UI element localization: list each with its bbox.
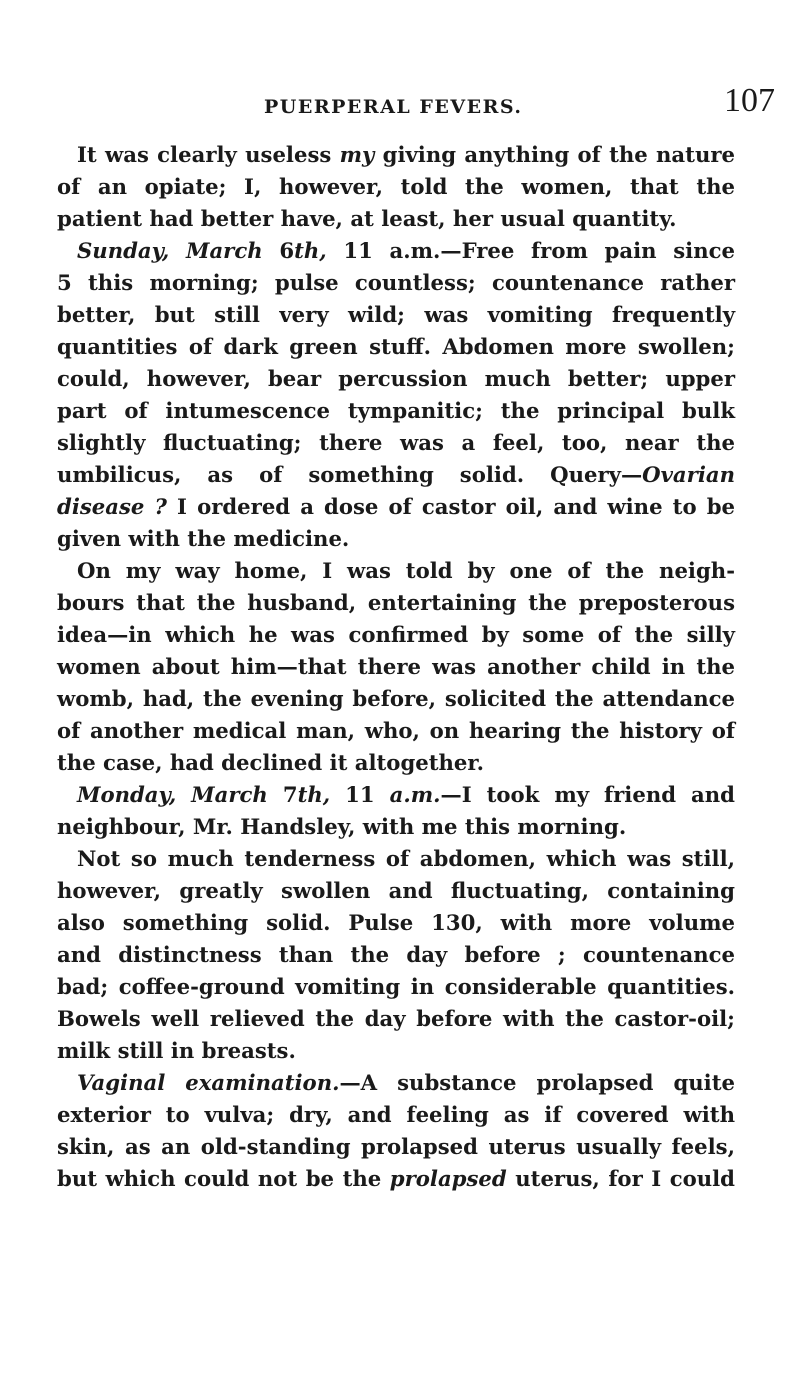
text-line [57, 459, 735, 491]
running-title: PUERPERAL FEVERS. [264, 96, 523, 118]
text-segment: I ordered a dose of castor oil, and wine to be [166, 494, 735, 519]
text-segment: however, greatly swollen and fluctuating, containing [57, 878, 735, 903]
italic-text: Sunday, March [77, 238, 280, 263]
text-segment: milk still in breasts. [57, 1038, 296, 1063]
text-line [57, 971, 735, 1003]
text-segment: 11 [330, 782, 390, 807]
text-segment: bad; coffee-ground vomiting in considerable quantities. [57, 974, 735, 999]
italic-text: Monday, March [77, 782, 283, 807]
text-segment: part of intumescence tympanitic; the principal bulk [57, 398, 735, 423]
text-segment: umbilicus, as of something solid. Query— [57, 462, 643, 487]
text-segment: —A substance prolapsed quite [339, 1070, 735, 1095]
text-segment: quantities of dark green stuff. Abdomen more swollen; [57, 334, 735, 359]
text-line [57, 523, 735, 555]
text-segment: womb, had, the evening before, solicited the attendance [57, 686, 735, 711]
text-segment: also something solid. Pulse 130, with more volume [57, 910, 735, 935]
text-line [57, 299, 735, 331]
text-segment: and distinctness than the day before ; countenance [57, 942, 735, 967]
text-segment: women about him—that there was another child in the [57, 654, 735, 679]
text-line [57, 1163, 735, 1195]
text-line [57, 619, 735, 651]
text-line [57, 779, 735, 811]
text-segment: patient had better have, at least, her usual quantity. [57, 206, 677, 231]
text-line [57, 939, 735, 971]
text-segment: 5 this morning; pulse countless; countenance rather [57, 270, 735, 295]
text-segment: of another medical man, who, on hearing the history of [57, 718, 735, 743]
text-line [57, 747, 735, 779]
italic-text: th, [297, 782, 331, 807]
text-segment: bours that the husband, entertaining the preposterous [57, 590, 735, 615]
text-line [57, 555, 735, 587]
text-line [57, 171, 735, 203]
text-line [57, 235, 735, 267]
text-segment: better, but still very wild; was vomiting frequently [57, 302, 735, 327]
text-segment: Not so much tenderness of abdomen, which was still, [77, 846, 735, 871]
text-segment: 11 a.m.—Free from pain since [326, 238, 735, 263]
italic-text: my [339, 142, 375, 167]
text-line [57, 331, 735, 363]
text-line [57, 875, 735, 907]
body-text [57, 139, 735, 1195]
text-segment: On my way home, I was told by one of the neigh- [77, 558, 735, 583]
text-line [57, 1067, 735, 1099]
text-segment: but which could not be the [57, 1166, 390, 1191]
text-line [57, 363, 735, 395]
text-line [57, 1003, 735, 1035]
text-line [57, 683, 735, 715]
text-line [57, 395, 735, 427]
text-segment: 6 [279, 238, 295, 263]
text-line [57, 267, 735, 299]
text-segment: neighbour, Mr. Handsley, with me this morning. [57, 814, 627, 839]
italic-text: prolapsed [389, 1166, 507, 1191]
text-line [57, 1099, 735, 1131]
italic-text: Vaginal examination. [77, 1070, 340, 1095]
text-line [57, 907, 735, 939]
italic-text: Ovarian [642, 462, 735, 487]
text-line [57, 491, 735, 523]
text-segment: uterus, for I could [506, 1166, 736, 1191]
text-line [57, 1131, 735, 1163]
text-segment: idea—in which he was confirmed by some of the silly [57, 622, 735, 647]
text-line [57, 1035, 735, 1067]
text-line [57, 843, 735, 875]
text-segment: given with the medicine. [57, 526, 350, 551]
text-segment: the case, had declined it altogether. [57, 750, 484, 775]
text-segment: It was clearly useless [77, 142, 340, 167]
text-segment: of an opiate; I, however, told the women, that the [57, 174, 735, 199]
text-segment: slightly fluctuating; there was a feel, too, near the [57, 430, 735, 455]
italic-text: th, [294, 238, 327, 263]
text-line [57, 811, 735, 843]
text-segment: —I took my friend and [440, 782, 735, 807]
page-number: 107 [724, 82, 775, 119]
text-line [57, 715, 735, 747]
text-segment: giving anything of the nature [374, 142, 735, 167]
text-line [57, 587, 735, 619]
text-segment: exterior to vulva; dry, and feeling as if covered with [57, 1102, 735, 1127]
italic-text: disease ? [57, 494, 167, 519]
italic-text: a.m. [389, 782, 441, 807]
text-segment: 7 [282, 782, 298, 807]
text-segment: skin, as an old-standing prolapsed uterus usually feels, [57, 1134, 735, 1159]
text-segment: Bowels well relieved the day before with the castor-oil; [57, 1006, 735, 1031]
text-line [57, 203, 735, 235]
text-segment: could, however, bear percussion much better; upper [57, 366, 735, 391]
text-line [57, 651, 735, 683]
text-line [57, 427, 735, 459]
page-header [40, 82, 780, 122]
text-line [57, 139, 735, 171]
